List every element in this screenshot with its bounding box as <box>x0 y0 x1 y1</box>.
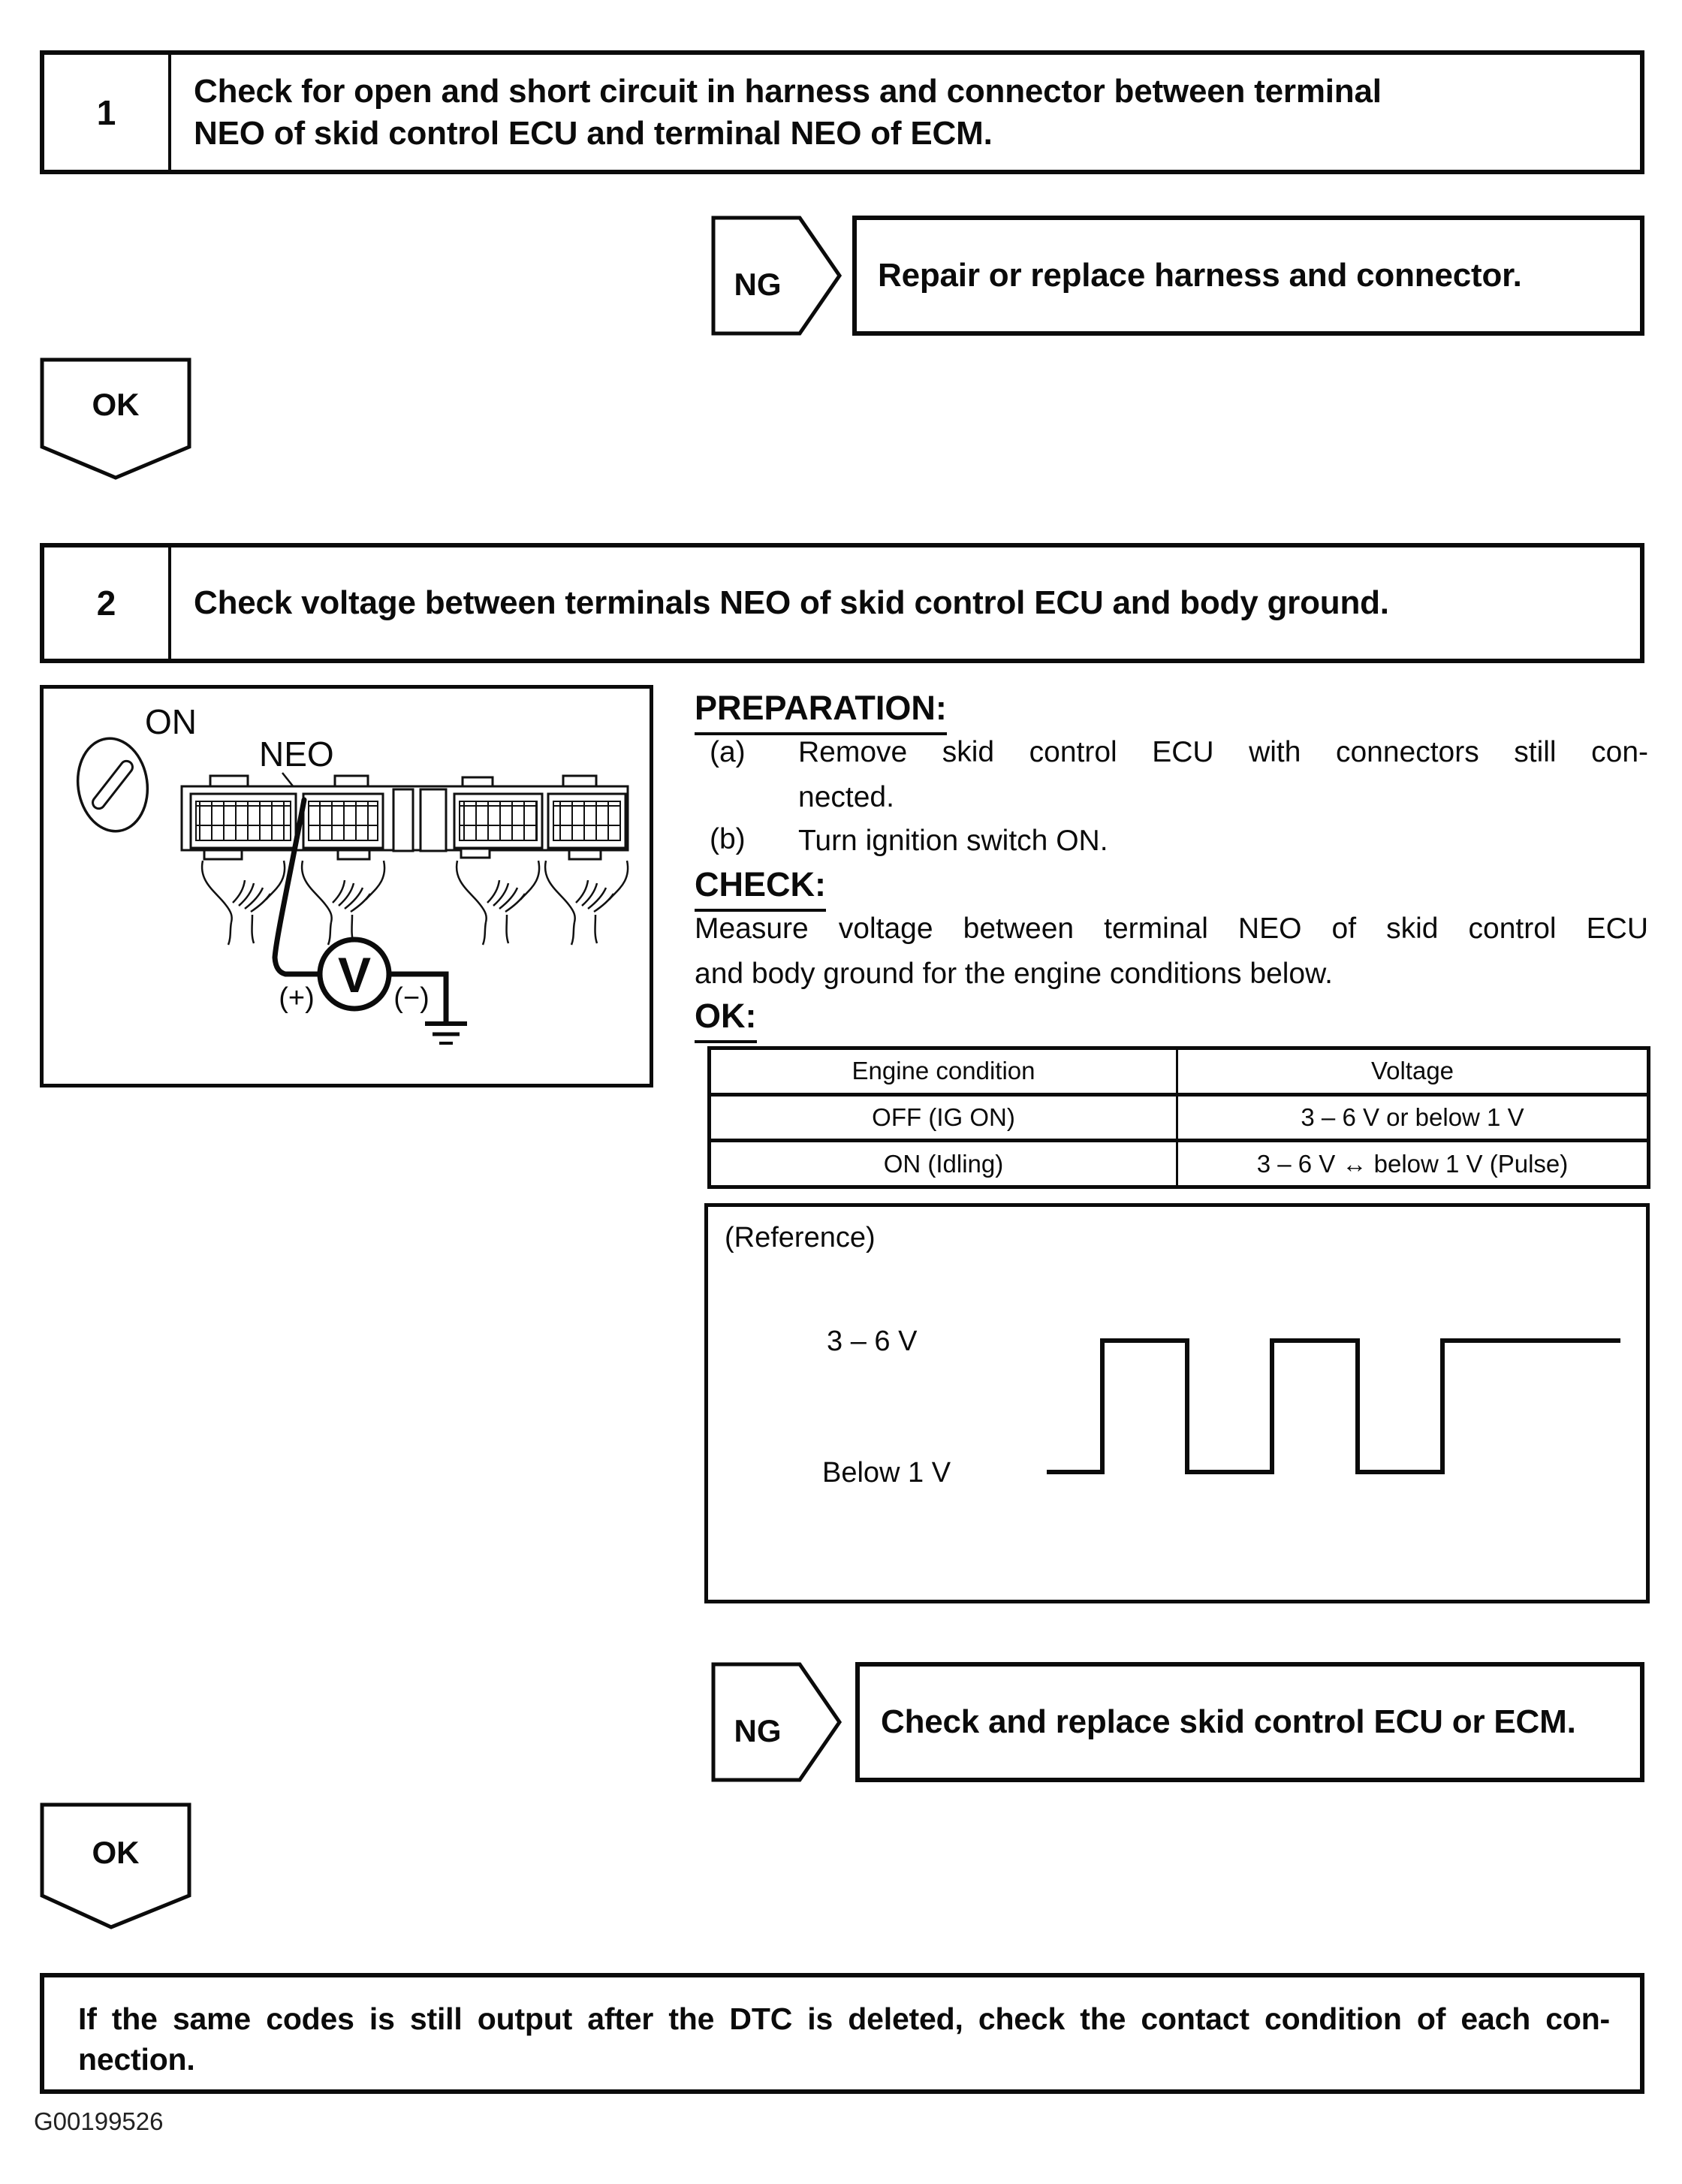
ng1-pentagon <box>711 216 843 336</box>
footer-note-box <box>40 1973 1644 2094</box>
check-line1: Measure voltage between terminal NEO of skid control ECU <box>695 913 1648 945</box>
measurement-diagram <box>40 685 653 1087</box>
ignition-key-icon <box>72 734 153 836</box>
prep-b-id: (b) <box>710 823 746 855</box>
footer-note-line2: nection. <box>78 2042 195 2077</box>
step2-box <box>40 543 1644 663</box>
wire-bundle-3 <box>457 861 539 945</box>
row1-voltage: 3 – 6 V or below 1 V <box>1301 1103 1524 1131</box>
table-header-row <box>711 1050 1647 1093</box>
wire-bundle-2 <box>302 861 384 945</box>
wire-bundle-1 <box>202 861 285 945</box>
ok2-pentagon <box>40 1802 191 1930</box>
pulse-waveform-chart <box>1044 1323 1630 1496</box>
ecu-connector-diagram <box>44 689 650 1084</box>
skid-control-ecu <box>182 776 628 859</box>
ok1-label: OK <box>92 387 140 423</box>
prep-b-text: Turn ignition switch ON. <box>798 825 1108 857</box>
preparation-heading: PREPARATION: <box>695 689 947 735</box>
header-engine-condition: Engine condition <box>711 1050 1178 1093</box>
step2-number: 2 <box>44 548 171 659</box>
step1-number: 1 <box>44 55 171 170</box>
probe-minus-label: (−) <box>393 982 430 1014</box>
reference-box <box>704 1203 1650 1603</box>
ok1-pentagon <box>40 357 191 481</box>
row2-voltage: 3 – 6 V ↔ below 1 V (Pulse) <box>1256 1149 1569 1178</box>
neo-terminal-label: NEO <box>259 735 334 774</box>
ok-heading: OK: <box>695 997 757 1043</box>
voltage-table <box>707 1046 1650 1189</box>
step1-title-line2: NEO of skid control ECU and terminal NEO of ECM. <box>194 114 993 152</box>
step2-title <box>171 548 1640 659</box>
ng2-pentagon <box>711 1662 843 1782</box>
footer-note-line1: If the same codes is still output after the DTC is deleted, check the contact condition of each con- <box>78 2001 1610 2036</box>
check-heading: CHECK: <box>695 865 826 912</box>
reference-title: (Reference) <box>725 1222 876 1253</box>
step1-box <box>40 50 1644 174</box>
probe-plus-label: (+) <box>279 982 315 1014</box>
table-row <box>711 1093 1647 1139</box>
step1-title <box>171 55 1640 170</box>
figure-code: G00199526 <box>34 2107 164 2135</box>
ng2-result-text: Check and replace skid control ECU or ECM. <box>881 1703 1576 1740</box>
row1-condition: OFF (IG ON) <box>711 1097 1178 1139</box>
ok2-label: OK <box>92 1835 140 1871</box>
prep-a-line2: nected. <box>798 781 894 813</box>
header-voltage: Voltage <box>1370 1057 1454 1085</box>
ng1-result-box <box>852 216 1644 336</box>
wire-bundle-4 <box>545 861 628 945</box>
ng2-label: NG <box>734 1713 782 1749</box>
ignition-on-label: ON <box>145 702 197 741</box>
prep-a-id: (a) <box>710 736 746 768</box>
prep-a-line1: Remove skid control ECU with connectors still con- <box>798 736 1648 768</box>
ng2-result-box <box>855 1662 1644 1782</box>
check-line2: and body ground for the engine conditions below. <box>695 958 1333 990</box>
ground-symbol-icon <box>425 1024 467 1043</box>
step1-title-line1: Check for open and short circuit in harness and connector between terminal <box>194 72 1382 110</box>
waveform-high-label: 3 – 6 V <box>827 1326 918 1357</box>
ng1-label: NG <box>734 267 782 303</box>
table-row <box>711 1139 1647 1185</box>
row2-condition: ON (Idling) <box>711 1142 1178 1185</box>
step2-title-line: Check voltage between terminals NEO of skid control ECU and body ground. <box>194 584 1389 621</box>
voltmeter-letter: V <box>337 947 372 1003</box>
ng1-result-text: Repair or replace harness and connector. <box>878 257 1522 294</box>
waveform-low-label: Below 1 V <box>822 1457 951 1489</box>
